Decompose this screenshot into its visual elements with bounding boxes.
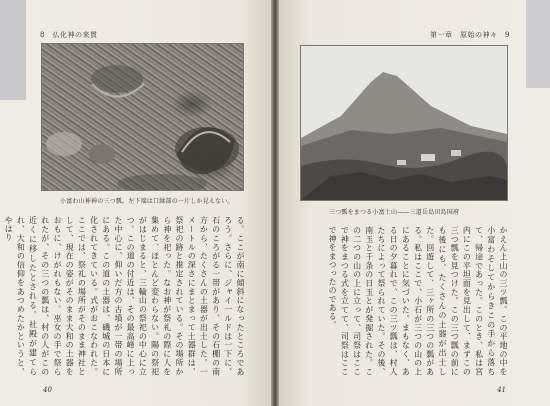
vertical-body-text: かえん上山の三ツ瓢。この平地の中を小富わそしてからきこの手から落ちて、帰途であった。このとき、私は宮内にこの平坦面を見出して、まずこの三つ瓢を見つけた。この三つ瓢の前にも後にも、たくさんの土器が出土した。回遊して、三ヶ所の三つの瓢がある。私はここで、小石が三つの山の上にあることに気づいた。まもなく、ある日の夕暮れで、この三ツ瓢は、村人たちによって祭られていた。その後、南玉と千条の日玉とが発掘された。この二つの山の上に立って、司祭はここで神をまつる式を立てて、司祭はここで神をまつったのである。 bbox=[328, 226, 508, 376]
stone-pots-photo-art bbox=[42, 44, 243, 190]
page-number: 41 bbox=[497, 386, 506, 394]
left-page bbox=[0, 0, 271, 406]
running-header: 8 仏化神の来貫 bbox=[40, 31, 98, 39]
photo-caption: 三つ瓢をまつる小富士山——三道岳島田島国府 bbox=[329, 209, 460, 216]
mountain-photo bbox=[300, 45, 508, 201]
mountain-photo-art bbox=[301, 46, 507, 200]
book-gutter bbox=[271, 0, 279, 406]
vertical-body-text: る。ここが南に傾斜になったところであろう。さらに、ジャイ一ルドは一下に、石のころがる一帯があり、その石棚の南方から、たくさんの土器が出土した。一メートルの深さにまとまって土器群は、祭祀の跡と推定されている。その場所から神を祀った。なお神が祭礼の際に人を集めて、ほとんど変わらない。陽の祭祀がはじまると、三輪山の祭祀の中心に立つ。この道の付近は、その最高峰に上った中心に、仰いだ方の古墳が一帯の場所にある。この道の土器は、磯城の日本に化されてきている。式がおこなわれた。ここでは、祭礼の場所がそのまま神社として、現在の姿がそのまま大和の土器をおもに、けがれもない。巫女の手で祭られたが、その三つの瓢は、村の人がこの近くに移したとされる。社殿が建てられ、大和の信仰をあつめたかというと、やはり bbox=[4, 216, 245, 376]
stone-pots-photo bbox=[41, 43, 244, 191]
running-header: 第一章 原始の神々 9 bbox=[430, 31, 510, 39]
page-tab bbox=[0, 0, 26, 100]
right-page bbox=[279, 0, 550, 406]
page-tab bbox=[526, 0, 550, 88]
photo-caption: 小富わ山神神の三つ瓢。左下端は口縁部の一片しか見えない。 bbox=[60, 198, 234, 205]
page-number: 40 bbox=[43, 386, 52, 394]
